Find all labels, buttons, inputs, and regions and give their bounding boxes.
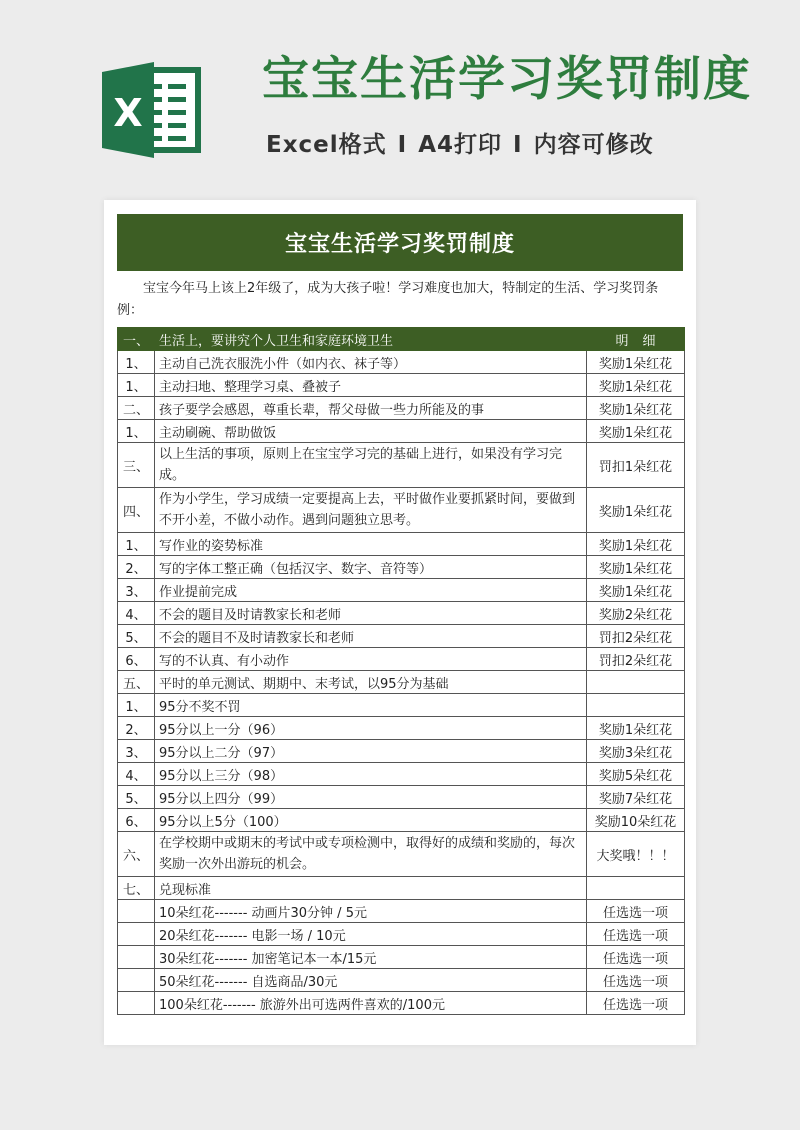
table-header-row bbox=[118, 328, 685, 351]
table-row bbox=[118, 923, 685, 946]
item-number: 4、 bbox=[118, 602, 155, 625]
item-number: 1、 bbox=[118, 420, 155, 443]
item-number: 2、 bbox=[118, 556, 155, 579]
item-detail: 罚扣2朵红花 bbox=[587, 648, 685, 671]
item-number bbox=[118, 969, 155, 992]
item-number: 5、 bbox=[118, 786, 155, 809]
subtitle-print: A4打印 bbox=[418, 132, 503, 158]
item-detail: 奖励1朵红花 bbox=[587, 420, 685, 443]
document-title: 宝宝生活学习奖罚制度 bbox=[117, 214, 683, 271]
item-number bbox=[118, 923, 155, 946]
item-detail: 奖励1朵红花 bbox=[587, 397, 685, 420]
table-row bbox=[118, 374, 685, 397]
item-content: 平时的单元测试、期期中、末考试，以95分为基础 bbox=[155, 671, 587, 694]
item-detail: 任选选一项 bbox=[587, 923, 685, 946]
item-number: 1、 bbox=[118, 533, 155, 556]
item-detail: 奖励1朵红花 bbox=[587, 533, 685, 556]
subtitle-format: Excel格式 bbox=[266, 132, 387, 158]
table-row bbox=[118, 900, 685, 923]
item-number: 二、 bbox=[118, 397, 155, 420]
item-content: 兑现标准 bbox=[155, 877, 587, 900]
item-number: 3、 bbox=[118, 740, 155, 763]
item-number: 一、 bbox=[118, 328, 155, 351]
table-row bbox=[118, 786, 685, 809]
item-content: 10朵红花------- 动画片30分钟 / 5元 bbox=[155, 900, 587, 923]
item-content: 写的字体工整正确（包括汉字、数字、音符等） bbox=[155, 556, 587, 579]
item-number bbox=[118, 900, 155, 923]
document-intro: 宝宝今年马上该上2年级了，成为大孩子啦！学习难度也加大，特制定的生活、学习奖罚条例： bbox=[117, 281, 659, 318]
item-detail: 奖励10朵红花 bbox=[587, 809, 685, 832]
item-detail: 罚扣1朵红花 bbox=[587, 443, 685, 488]
item-detail bbox=[587, 671, 685, 694]
item-content: 作业提前完成 bbox=[155, 579, 587, 602]
item-content: 50朵红花------- 自选商品/30元 bbox=[155, 969, 587, 992]
item-content: 主动自己洗衣服洗小件（如内衣、袜子等） bbox=[155, 351, 587, 374]
item-content: 95分不奖不罚 bbox=[155, 694, 587, 717]
item-detail: 奖励1朵红花 bbox=[587, 556, 685, 579]
item-number: 四、 bbox=[118, 488, 155, 533]
item-detail bbox=[587, 877, 685, 900]
document-sheet bbox=[104, 200, 696, 1045]
item-detail: 大奖哦！！！ bbox=[587, 832, 685, 877]
item-content: 写的不认真、有小动作 bbox=[155, 648, 587, 671]
table-row bbox=[118, 809, 685, 832]
item-detail: 奖励1朵红花 bbox=[587, 351, 685, 374]
item-detail: 奖励3朵红花 bbox=[587, 740, 685, 763]
item-detail: 奖励1朵红花 bbox=[587, 717, 685, 740]
table-row bbox=[118, 946, 685, 969]
item-content: 主动扫地、整理学习桌、叠被子 bbox=[155, 374, 587, 397]
table-row bbox=[118, 671, 685, 694]
item-detail: 奖励1朵红花 bbox=[587, 488, 685, 533]
item-content: 不会的题目及时请教家长和老师 bbox=[155, 602, 587, 625]
item-content: 30朵红花------- 加密笔记本一本/15元 bbox=[155, 946, 587, 969]
item-number: 6、 bbox=[118, 648, 155, 671]
item-detail: 任选选一项 bbox=[587, 969, 685, 992]
item-content: 孩子要学会感恩，尊重长辈，帮父母做一些力所能及的事 bbox=[155, 397, 587, 420]
item-number: 5、 bbox=[118, 625, 155, 648]
table-row bbox=[118, 556, 685, 579]
table-row bbox=[118, 763, 685, 786]
item-content: 在学校期中或期末的考试中或专项检测中，取得好的成绩和奖励的，每次奖励一次外出游玩的机会。 bbox=[155, 832, 587, 877]
item-number: 4、 bbox=[118, 763, 155, 786]
subtitle-separator: I bbox=[513, 132, 523, 158]
item-content: 写作业的姿势标准 bbox=[155, 533, 587, 556]
table-row bbox=[118, 625, 685, 648]
excel-logo-icon bbox=[100, 60, 202, 160]
item-number: 6、 bbox=[118, 809, 155, 832]
item-detail: 奖励7朵红花 bbox=[587, 786, 685, 809]
table-row bbox=[118, 579, 685, 602]
item-content: 以上生活的事项，原则上在宝宝学习完的基础上进行，如果没有学习完成。 bbox=[155, 443, 587, 488]
item-content: 主动刷碗、帮助做饭 bbox=[155, 420, 587, 443]
item-number: 五、 bbox=[118, 671, 155, 694]
item-number bbox=[118, 946, 155, 969]
item-number bbox=[118, 992, 155, 1015]
item-content: 95分以上三分（98） bbox=[155, 763, 587, 786]
item-detail: 奖励1朵红花 bbox=[587, 374, 685, 397]
item-number: 1、 bbox=[118, 374, 155, 397]
item-content: 20朵红花------- 电影一场 / 10元 bbox=[155, 923, 587, 946]
table-row bbox=[118, 443, 685, 488]
table-row bbox=[118, 488, 685, 533]
item-detail: 任选选一项 bbox=[587, 946, 685, 969]
item-number: 1、 bbox=[118, 351, 155, 374]
item-number: 六、 bbox=[118, 832, 155, 877]
item-detail: 任选选一项 bbox=[587, 992, 685, 1015]
table-row bbox=[118, 648, 685, 671]
table-row bbox=[118, 740, 685, 763]
table-row bbox=[118, 832, 685, 877]
table-row bbox=[118, 397, 685, 420]
table-row bbox=[118, 602, 685, 625]
item-number: 3、 bbox=[118, 579, 155, 602]
svg-text:X: X bbox=[113, 91, 143, 135]
page-title: 宝宝生活学习奖罚制度 bbox=[262, 52, 752, 107]
subtitle-separator: I bbox=[397, 132, 408, 158]
subtitle-editable: 内容可修改 bbox=[533, 132, 654, 158]
table-row bbox=[118, 351, 685, 374]
item-content: 生活上，要讲究个人卫生和家庭环境卫生 bbox=[155, 328, 587, 351]
item-content: 95分以上5分（100） bbox=[155, 809, 587, 832]
item-detail: 明细 bbox=[587, 328, 685, 351]
table-row bbox=[118, 694, 685, 717]
table-row bbox=[118, 717, 685, 740]
item-number: 2、 bbox=[118, 717, 155, 740]
page-subtitle bbox=[266, 126, 654, 159]
item-content: 100朵红花------- 旅游外出可选两件喜欢的/100元 bbox=[155, 992, 587, 1015]
item-content: 95分以上二分（97） bbox=[155, 740, 587, 763]
item-detail: 奖励1朵红花 bbox=[587, 579, 685, 602]
item-content: 作为小学生，学习成绩一定要提高上去，平时做作业要抓紧时间，要做到不开小差，不做小动作。遇到问题独立思考。 bbox=[155, 488, 587, 533]
table-row bbox=[118, 969, 685, 992]
item-detail: 奖励2朵红花 bbox=[587, 602, 685, 625]
item-detail bbox=[587, 694, 685, 717]
item-number: 1、 bbox=[118, 694, 155, 717]
rules-table bbox=[117, 327, 685, 1015]
item-detail: 任选选一项 bbox=[587, 900, 685, 923]
item-number: 三、 bbox=[118, 443, 155, 488]
table-row bbox=[118, 877, 685, 900]
table-row bbox=[118, 420, 685, 443]
item-content: 95分以上一分（96） bbox=[155, 717, 587, 740]
table-row bbox=[118, 533, 685, 556]
item-detail: 奖励5朵红花 bbox=[587, 763, 685, 786]
item-content: 95分以上四分（99） bbox=[155, 786, 587, 809]
table-row bbox=[118, 992, 685, 1015]
item-content: 不会的题目不及时请教家长和老师 bbox=[155, 625, 587, 648]
item-detail: 罚扣2朵红花 bbox=[587, 625, 685, 648]
item-number: 七、 bbox=[118, 877, 155, 900]
